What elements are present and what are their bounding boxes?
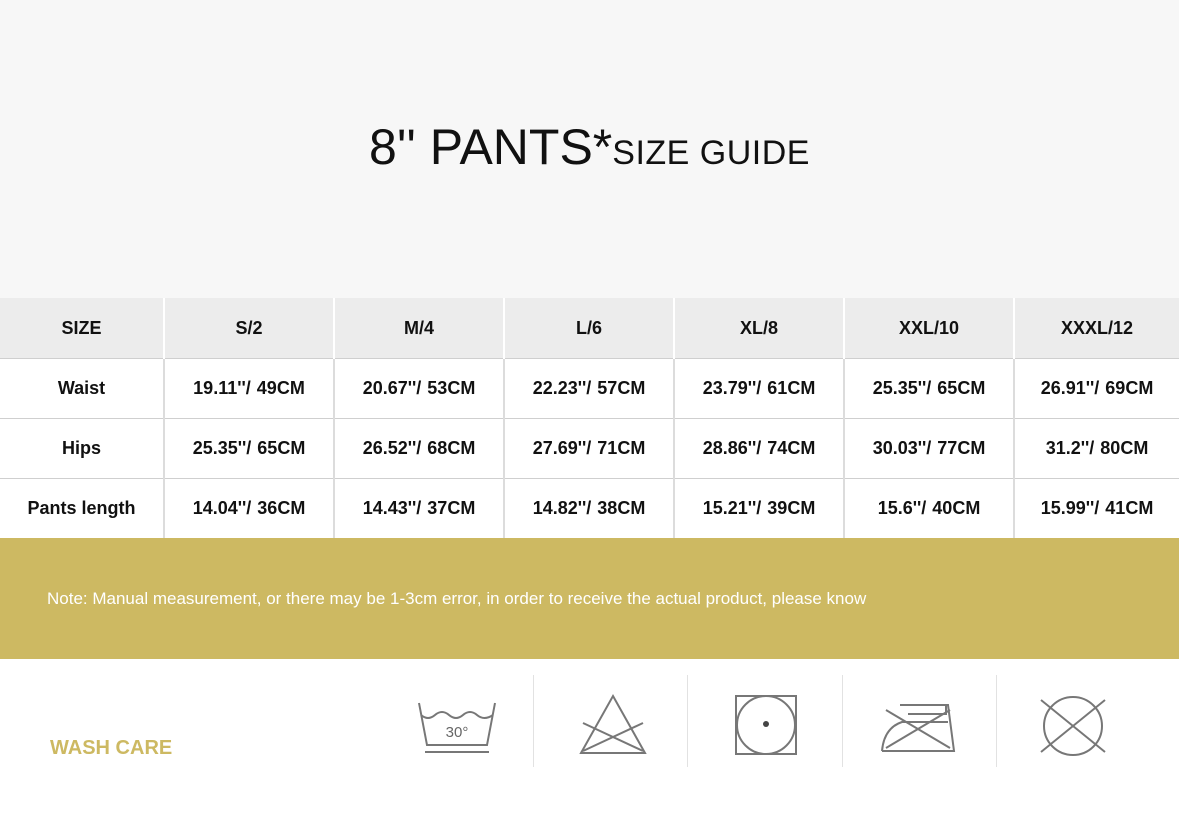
cm-value: 69CM (1105, 378, 1154, 398)
measurement-cell (334, 359, 504, 419)
cm-value: 77CM (937, 438, 986, 458)
cm-value: 74CM (767, 438, 816, 458)
cm-value: 68CM (427, 438, 476, 458)
divider (533, 675, 534, 767)
cm-value: 71CM (597, 438, 646, 458)
measurement-cell (674, 359, 844, 419)
do-not-bleach-icon (577, 692, 649, 758)
wash-care-title: WASH CARE (50, 737, 173, 759)
cm-value: 65CM (257, 438, 306, 458)
row-label: Hips (0, 419, 164, 479)
inch-value: 25.35''/ (872, 378, 932, 398)
divider (996, 675, 997, 767)
cm-value: 80CM (1100, 438, 1149, 458)
inch-value: 31.2''/ (1045, 438, 1095, 458)
measurement-cell (504, 359, 674, 419)
inch-value: 26.52''/ (362, 438, 422, 458)
title-sub: SIZE GUIDE (612, 134, 810, 172)
header-cell: M/4 (334, 298, 504, 359)
measurement-cell (1014, 359, 1179, 419)
measurement-cell (334, 419, 504, 479)
wash-30-icon (414, 697, 500, 759)
tumble-dry-icon (734, 694, 798, 756)
table-row (0, 479, 1179, 539)
cm-value: 39CM (767, 498, 816, 518)
table-row (0, 359, 1179, 419)
row-label: Pants length (0, 479, 164, 539)
measurement-cell (674, 479, 844, 539)
cm-value: 61CM (767, 378, 816, 398)
header-cell-size: SIZE (0, 298, 164, 359)
header-cell: XXL/10 (844, 298, 1014, 359)
inch-value: 25.35''/ (192, 438, 252, 458)
note-text: Note: Manual measurement, or there may be 1-3cm error, in order to receive the actual product, please know (47, 589, 867, 608)
header-section (0, 0, 1179, 298)
cm-value: 65CM (937, 378, 986, 398)
inch-value: 19.11''/ (193, 378, 251, 398)
cm-value: 37CM (427, 498, 476, 518)
measurement-cell (334, 479, 504, 539)
title-main: 8'' PANTS* (369, 119, 613, 175)
measurement-cell (164, 479, 334, 539)
table-header-row (0, 298, 1179, 359)
inch-value: 15.99''/ (1040, 498, 1100, 518)
measurement-cell (844, 479, 1014, 539)
divider (842, 675, 843, 767)
inch-value: 15.6''/ (877, 498, 927, 518)
cm-value: 41CM (1105, 498, 1154, 518)
measurement-cell (164, 419, 334, 479)
note-banner (0, 538, 1179, 659)
inch-value: 20.67''/ (362, 378, 422, 398)
measurement-cell (1014, 419, 1179, 479)
table-row (0, 419, 1179, 479)
row-label: Waist (0, 359, 164, 419)
header-cell: L/6 (504, 298, 674, 359)
divider (687, 675, 688, 767)
do-not-dry-clean-icon (1037, 694, 1109, 758)
inch-value: 14.43''/ (362, 498, 422, 518)
cm-value: 57CM (597, 378, 646, 398)
measurement-cell (164, 359, 334, 419)
inch-value: 26.91''/ (1040, 378, 1100, 398)
inch-value: 22.23''/ (532, 378, 592, 398)
measurement-cell (1014, 479, 1179, 539)
inch-value: 30.03''/ (872, 438, 932, 458)
page-title (0, 118, 1179, 176)
inch-value: 14.82''/ (532, 498, 592, 518)
inch-value: 15.21''/ (702, 498, 762, 518)
measurement-cell (504, 479, 674, 539)
measurement-cell (504, 419, 674, 479)
wash-temp-label: 30° (445, 724, 469, 741)
cm-value: 40CM (932, 498, 981, 518)
measurement-cell (844, 419, 1014, 479)
do-not-iron-icon (878, 700, 958, 756)
header-cell: S/2 (164, 298, 334, 359)
measurement-cell (844, 359, 1014, 419)
cm-value: 36CM (257, 498, 306, 518)
size-table (0, 298, 1179, 538)
inch-value: 28.86''/ (702, 438, 762, 458)
measurement-cell (674, 419, 844, 479)
cm-value: 38CM (597, 498, 646, 518)
inch-value: 14.04''/ (192, 498, 252, 518)
cm-value: 49CM (256, 378, 305, 398)
cm-value: 53CM (427, 378, 476, 398)
inch-value: 27.69''/ (532, 438, 592, 458)
inch-value: 23.79''/ (702, 378, 762, 398)
header-cell: XXXL/12 (1014, 298, 1179, 359)
header-cell: XL/8 (674, 298, 844, 359)
